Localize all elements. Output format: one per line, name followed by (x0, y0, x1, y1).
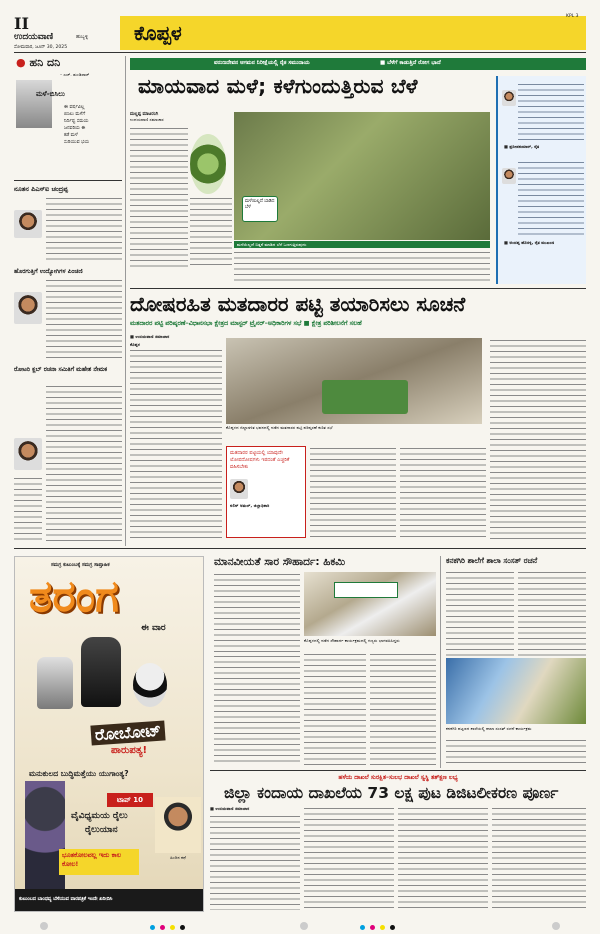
quote1-body (518, 82, 584, 142)
human-col2 (214, 654, 300, 766)
lead-photo-caption: ಮಳೆಯಿಲ್ಲದೆ ಬಿತ್ತನೆ ಮಾಡಿದ ಬೆಳೆ ಒಣಗುತ್ತಿರುವುದು (234, 241, 490, 248)
poet-illustration (16, 80, 52, 128)
school-headline: ಕನಕಗಿರಿ ಶಾಲೆಗೆ ಶಾಲಾ ಸಂಸತ್ ರಚನೆ (446, 556, 538, 565)
meeting-table (322, 380, 408, 414)
left-item1-photo (14, 210, 42, 238)
voter-col4 (490, 338, 586, 540)
taranga-subtitle: ಈ ವಾರ (141, 623, 166, 633)
school-col2 (518, 570, 586, 656)
quote1-name: ■ ಪ್ರದೀಪಕುಮಾರ್, ರೈತ (504, 144, 540, 149)
lead-inset-caption: ಮಳೆಯಿಲ್ಲದೆ ಬಾಡಿದ ಬೆಳೆ (242, 196, 278, 222)
quote2-name-text: ಅಂದಪ್ಪ ಹೊಸಳ್ಳಿ, ರೈತ ಮುಖಂಡ (509, 240, 555, 245)
poem-line: ಸುರಿಯುವ ಭಯ (64, 140, 90, 145)
human-photo-banner (334, 582, 398, 598)
robot-figure-dark (81, 637, 121, 707)
human-col4 (370, 652, 436, 766)
school-col1 (446, 570, 514, 656)
poem-line: ನಿರ್ದಿಷ್ಟ ಸಮಯ (64, 119, 89, 124)
taranga-ad[interactable] (14, 556, 204, 912)
quote1-name-text: ಪ್ರದೀಪಕುಮಾರ್, ರೈತ (509, 144, 540, 149)
hani-dani-byline: – ಎಚ್. ಡುಂಡಿರಾಜ್ (60, 72, 90, 77)
registration-marks-left (40, 915, 48, 934)
voter-pullquote-photo (230, 479, 248, 499)
quote2-body (518, 160, 584, 236)
taranga-cover-word: ರೋಬೋಟ್ (90, 720, 165, 745)
bottom-byline-text: ಉದಯವಾಣಿ ಸಮಾಚಾರ (215, 806, 250, 811)
registration-marks-cmyk-1 (150, 915, 185, 934)
section-title: ಕೊಪ್ಪಳ (134, 21, 182, 45)
bottom-col2 (304, 806, 394, 910)
top-banner (130, 58, 586, 70)
left-item1-body (46, 196, 122, 264)
left-item3-body (46, 384, 122, 544)
taranga-feature2: ರೈಲುಯಾನ (85, 825, 118, 835)
robot-figure (37, 657, 73, 709)
taranga-side-note: ಹಿಂದಿನ ಕಥೆ (170, 855, 186, 860)
masthead-left (14, 14, 119, 50)
left-item3-body-2 (14, 476, 42, 544)
registration-marks-right (552, 915, 560, 934)
section-title-box (120, 16, 230, 50)
human-col3 (304, 652, 366, 766)
voter-byline: ■ ಉದಯವಾಣಿ ಸಮಾಚಾರ (130, 334, 170, 339)
lead-col2 (190, 196, 232, 268)
robot-dog (133, 663, 167, 707)
voter-place: ಕೊಪ್ಪಳ (130, 342, 141, 347)
voter-col3 (400, 446, 486, 540)
mid-rule (14, 548, 586, 549)
voter-photo-caption: ಕೊಪ್ಪಳದ ಜಿಲ್ಲಾಡಳಿತ ಭವನದಲ್ಲಿ ನಡೆದ ಮತದಾರರ ಪಟ್ಟಿ ಪರಿಷ್ಕರಣೆ ಕುರಿತ ಸಭೆ (226, 425, 333, 430)
taranga-portrait (155, 797, 201, 853)
lead-inset-photo (190, 134, 226, 194)
robot-illustration (37, 637, 167, 725)
bottom-col3 (398, 806, 488, 910)
masthead-band (230, 16, 586, 50)
lead-rule (130, 288, 586, 289)
lead-byline-block (130, 112, 190, 123)
quote2-name: ■ ಅಂದಪ್ಪ ಹೊಸಳ್ಳಿ, ರೈತ ಮುಖಂಡ (504, 240, 555, 245)
left-item3-title: ರೋಟರಿ ಕ್ಲಬ್ ರಚನಾ ಸಮಿತಿಗೆ ಮಹೇಶ ನೇಮಕ (14, 366, 108, 373)
lead-col3 (234, 250, 490, 284)
school-photo-caption: ಕನಕಗಿರಿ ಪಟ್ಟಣದ ಶಾಲೆಯಲ್ಲಿ ಶಾಲಾ ಸಂಸತ್ ರಚನೆ ಕಾರ್ಯಕ್ರಮ (446, 726, 532, 731)
bottom-kicker: ಹಳೆಯ ದಾಖಲೆ ಸುರಕ್ಷಿತ–ಸುಲಭ ದಾಖಲೆ ಸ್ವಸ್ಥಿ ತತ್ಕ್ಷಣ ಲಭ್ಯ (338, 774, 458, 781)
taranga-feature: ವೈವಿಧ್ಯಮಯ ರೈಲು (71, 811, 128, 821)
left-item2-photo (14, 292, 42, 324)
hani-dani-box (14, 56, 122, 178)
voter-pullquote: ಮತದಾರರ ಪಟ್ಟಿಯಲ್ಲಿ ಯಾವುದೇ ಲೋಪದೋಷಗಳು ಇರದಂತೆ ಎಚ್ಚರಿಕೆ ವಹಿಸಬೇಕು (230, 450, 290, 470)
poem-body (64, 104, 122, 146)
lead-sidebar (496, 76, 586, 284)
taranga-tagline: ಮನುಕುಲದ ಬುದ್ಧಿಮತ್ತೆಯು ಯುಗಾಂತ್ಯ? (29, 769, 129, 778)
page-code: KPL 3 (566, 14, 579, 19)
masthead-rule (14, 52, 586, 53)
issue-date: ಸೋಮವಾರ, ಜೂನ್ 30, 2025 (14, 45, 68, 50)
poem-line: ಬಿಸಿಲು ಮಳೆಗೆ (64, 112, 86, 117)
taranga-cover-word2: ಪಾರುಪತ್ಯ! (111, 745, 148, 756)
taranga-face-art (25, 781, 65, 893)
left-item1-title: ನೂತನ ಪಿಎಸ್ಐ ಚಂದ್ರಪ್ಪ (14, 185, 68, 193)
lead-byline2: ಉದಯವಾಣಿ ಸಮಾಚಾರ (130, 117, 164, 123)
voter-col1 (130, 348, 222, 540)
human-photo (304, 572, 436, 636)
column-divider (125, 56, 126, 546)
voter-photo (226, 338, 482, 424)
taranga-title: ತರಂಗ (29, 571, 119, 622)
bottom-col4 (492, 806, 586, 910)
registration-marks-cmyk-2 (360, 915, 395, 934)
left-rule (14, 180, 122, 181)
page-numeral: II (14, 14, 29, 33)
human-photo-caption: ಕೊಪ್ಪಳದಲ್ಲಿ ನಡೆದ ಸೌಹಾರ್ದ ಕಾರ್ಯಕ್ರಮದಲ್ಲಿ ಗಣ್ಯರು ಭಾಗವಹಿಸಿದ್ದರು (304, 638, 400, 643)
banner-right-text: ■ ಬೆಳೆಗೆ ಕಾಡುತ್ತಿದೆ ರೋಗ ಭಾದೆ (380, 60, 441, 66)
voter-col2 (310, 446, 396, 540)
voter-pullquote-name: ನಲಿನ್ ಅತುಲ್, ಜಿಲ್ಲಾಧಿಕಾರಿ (230, 503, 270, 508)
left-item2-title: ಹೊರಗುತ್ತಿಗೆ ಉದ್ಯೋಗಿಗಳ ಪಿಂಚಣಿ (14, 268, 83, 275)
voter-headline: ದೋಷರಹಿತ ಮತದಾರರ ಪಟ್ಟಿ ತಯಾರಿಸಲು ಸೂಚನೆ (130, 292, 466, 316)
human-col1 (214, 572, 300, 652)
poem-line: ಕಡೆ ಮಳೆ (64, 133, 78, 138)
banner-left-text: ವರುಣದೇವನ ಆಗಮನ ನಿರೀಕ್ಷೆಯಲ್ಲಿ ರೈತ ಸಮುದಾಯ (214, 60, 310, 66)
quote2-photo (502, 168, 516, 184)
edition-label: ಹುಬ್ಬಳ್ಳಿ (76, 34, 89, 40)
voter-pullquote-box (226, 446, 306, 538)
bottom-headline: ಜಿಲ್ಲಾ ಕಂದಾಯ ದಾಖಲೆಯ 73 ಲಕ್ಷ ಪುಟ ಡಿಜಿಟಲೀಕರಣ ಪೂರ್ಣ (224, 784, 559, 802)
lead-col1 (130, 126, 188, 268)
taranga-footer-band (15, 889, 204, 912)
taranga-bottom-promo: ಭೂತಕೋಲವಲ್ಲ ಇದು ಕಾಲ ಕೋಲ! (59, 849, 139, 875)
lead-byline: ಮಲ್ಲಪ್ಪ ಮಾಟರಂಗಿ (130, 112, 159, 117)
left-item2-body (46, 278, 122, 360)
poem-line: ಈ ವರ್ಷವಿಲ್ಲ (64, 105, 85, 110)
lead-headline: ಮಾಯವಾದ ಮಳೆ; ಕಳೆಗುಂದುತ್ತಿರುವ ಬೆಳೆ (138, 74, 418, 98)
school-photo (446, 658, 586, 724)
voter-byline-text: ಉದಯವಾಣಿ ಸಮಾಚಾರ (135, 334, 170, 339)
paper-name: ಉದಯವಾಣಿ (14, 32, 54, 42)
poem-line: ಜನವರಿಯ ಈ (64, 126, 86, 131)
voter-subhead: ಮತದಾರರ ಪಟ್ಟಿ ಪರಿಷ್ಕರಣೆ–ವಿಧಾನಸಭಾ ಕ್ಷೇತ್ರದ ಮಾಸ್ಟರ್ ಟ್ರೈನರ್–ಅಧಿಕಾರಿಗಳ ಸಭೆ ■ ಕ್ಷೇತ್ರ ಪರಿಶೀಲನೆಗೆ ಸಲಹೆ (130, 320, 362, 327)
banner-right-label: ಬೆಳೆಗೆ ಕಾಡುತ್ತಿದೆ ರೋಗ ಭಾದೆ (387, 60, 441, 66)
left-item3-photo (14, 438, 42, 470)
poem-title: ಮಳೆ-ಬಿಸಿಲು (36, 90, 65, 98)
hani-dani-title: ● ಹನಿ ದನಿ (16, 56, 61, 69)
quote1-photo (502, 90, 516, 106)
hani-dani-title-text: ಹನಿ ದನಿ (29, 56, 61, 69)
taranga-top-line: ಸಮಗ್ರ ಕುಟುಂಬಕ್ಕೆ ಸಮಗ್ರ ಸಾಪ್ತಾಹಿಕ (51, 562, 110, 568)
human-headline: ಮಾನವೀಯತೆ ಸಾರ ಸೌಹಾರ್ದ: ಹಿಕಮಿ (214, 556, 346, 568)
bottom-col1 (210, 814, 300, 910)
school-col3 (446, 738, 586, 766)
bottom-byline: ■ ಉದಯವಾಣಿ ಸಮಾಚಾರ (210, 806, 250, 811)
registration-marks-center (300, 915, 308, 934)
taranga-footer: ಕುಟುಂಬದ ಬಾಂಧವ್ಯ ಬೆಸೆಯುವ ವಾರಪತ್ರಿಕೆ ಇಂದೇ ಖರೀದಿಸಿ (19, 897, 113, 902)
bottom-rule (210, 770, 586, 771)
story-divider (440, 556, 441, 768)
reg-dot (40, 922, 48, 930)
taranga-top10: ಟಾಪ್ 10 (107, 793, 153, 807)
